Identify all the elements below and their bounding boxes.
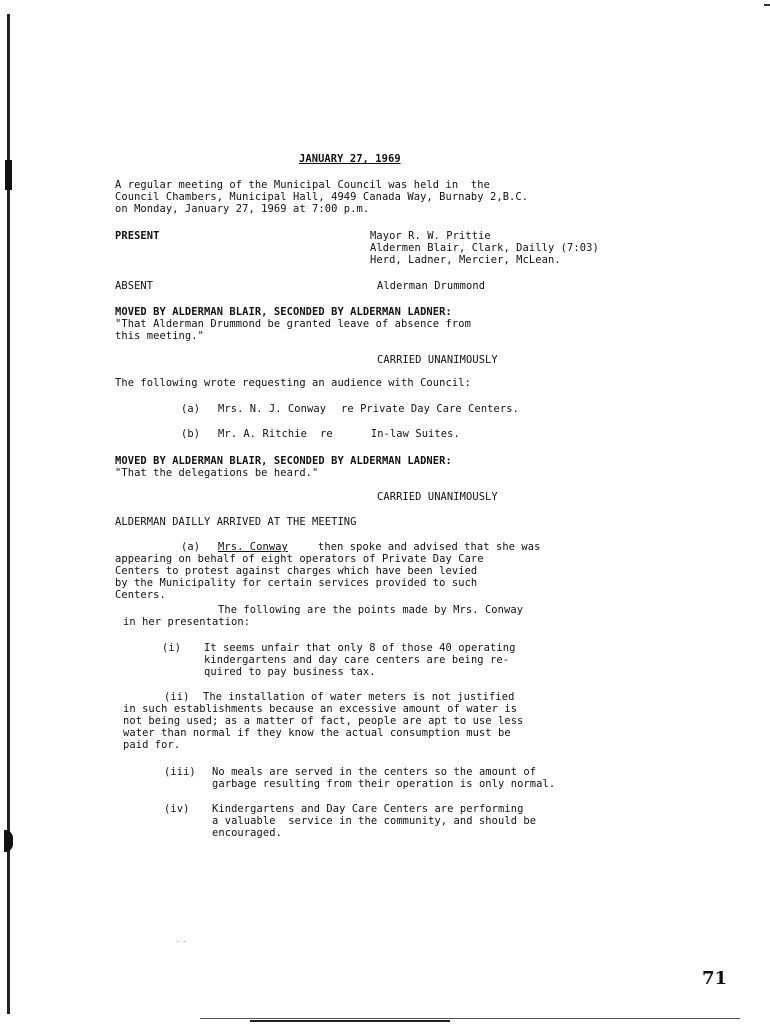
paragraph-line: Centers to protest against charges which have been levied (115, 565, 478, 577)
delegation-name: Mr. A. Ritchie (218, 428, 307, 440)
intro-line: Council Chambers, Municipal Hall, 4949 Canada Way, Burnaby 2,B.C. (115, 191, 529, 203)
scan-edge-mark (764, 4, 770, 6)
motion-text: "That Alderman Drummond be granted leave of absence from (115, 318, 471, 330)
paragraph-line: Centers. (115, 589, 166, 601)
paragraph-line: by the Municipality for certain services provided to such (115, 577, 478, 589)
delegation-name: Mrs. N. J. Conway (218, 403, 327, 415)
point-marker: (ii) (164, 691, 190, 703)
motion-result: CARRIED UNANIMOUSLY (377, 491, 498, 503)
point-line: a valuable service in the community, and should be (212, 815, 537, 827)
item-marker: (a) (181, 541, 201, 553)
page-number: 71 (702, 968, 728, 989)
point-marker: (iv) (164, 803, 190, 815)
point-line: not being used; as a matter of fact, people are apt to use less (123, 715, 524, 727)
scan-edge-mark (4, 830, 13, 852)
delegation-topic: re Private Day Care Centers. (341, 403, 519, 415)
delegation-marker: (a) (181, 403, 201, 415)
points-intro: The following are the points made by Mrs. Conway (218, 604, 524, 616)
absent-name: Alderman Drummond (377, 280, 486, 292)
intro-line: on Monday, January 27, 1969 at 7:00 p.m. (115, 203, 370, 215)
motion-mover: MOVED BY ALDERMAN BLAIR, SECONDED BY ALDERMAN LADNER: (115, 306, 452, 318)
delegations-intro: The following wrote requesting an audience with Council: (115, 377, 471, 389)
motion-mover: MOVED BY ALDERMAN BLAIR, SECONDED BY ALDERMAN LADNER: (115, 455, 452, 467)
present-name: Mayor R. W. Prittie (370, 230, 491, 242)
point-line: encouraged. (212, 827, 282, 839)
delegation-marker: (b) (181, 428, 201, 440)
point-marker: (iii) (164, 766, 196, 778)
scan-edge-mark (5, 160, 12, 190)
intro-line: A regular meeting of the Municipal Council was held in the (115, 179, 490, 191)
present-name: Herd, Ladner, Mercier, McLean. (370, 254, 561, 266)
point-line: garbage resulting from their operation is only normal. (212, 778, 556, 790)
paragraph-line: then spoke and advised that she was (318, 541, 541, 553)
page-title: JANUARY 27, 1969 (299, 153, 401, 165)
point-line: Kindergartens and Day Care Centers are performing (212, 803, 524, 815)
point-line: It seems unfair that only 8 of those 40 operating (204, 642, 516, 654)
motion-text: "That the delegations be heard." (115, 467, 319, 479)
point-line: quired to pay business tax. (204, 666, 376, 678)
point-line: kindergartens and day care centers are being re- (204, 654, 510, 666)
arrival-note: ALDERMAN DAILLY ARRIVED AT THE MEETING (115, 516, 357, 528)
speaker-name: Mrs. Conway (218, 541, 288, 553)
points-intro: in her presentation: (123, 616, 251, 628)
scan-bottom-line (200, 1018, 740, 1019)
scan-bottom-line (250, 1020, 450, 1022)
motion-text: this meeting." (115, 330, 204, 342)
paragraph-line: appearing on behalf of eight operators of Private Day Care (115, 553, 484, 565)
scan-speck: - - (176, 938, 187, 945)
delegation-topic: re In-law Suites. (320, 428, 460, 440)
motion-result: CARRIED UNANIMOUSLY (377, 354, 498, 366)
point-line: No meals are served in the centers so the amount of (212, 766, 537, 778)
point-line: paid for. (123, 739, 181, 751)
point-line: in such establishments because an excessive amount of water is (123, 703, 518, 715)
point-line: water than normal if they know the actual consumption must be (123, 727, 511, 739)
point-line: The installation of water meters is not justified (203, 691, 515, 703)
absent-label: ABSENT (115, 280, 154, 292)
present-name: Aldermen Blair, Clark, Dailly (7:03) (370, 242, 599, 254)
present-label: PRESENT (115, 230, 160, 242)
point-marker: (i) (162, 642, 182, 654)
